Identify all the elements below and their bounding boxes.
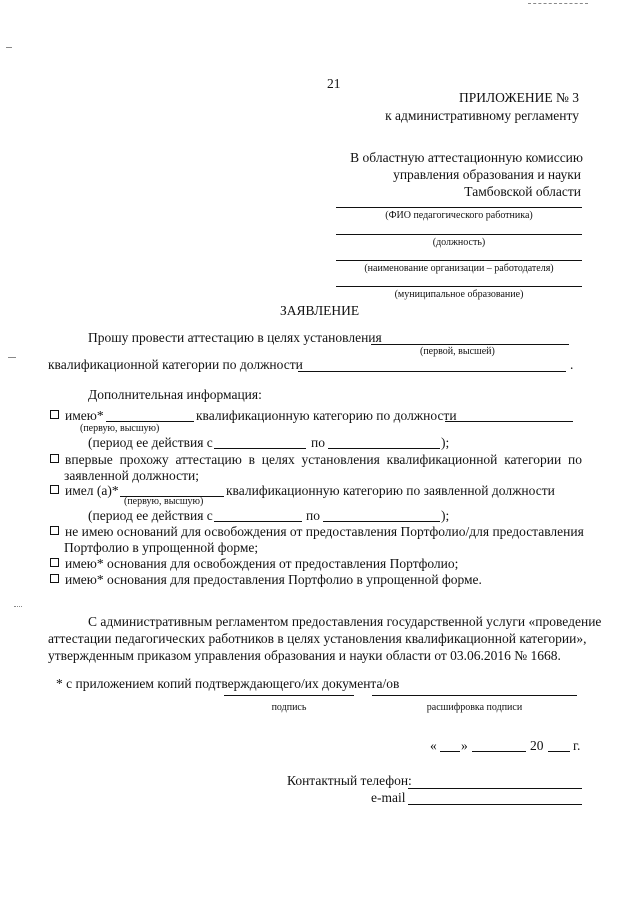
item-3[interactable]: имел (а)* [50,483,119,499]
item-1-period-to: по [311,435,325,450]
checkbox[interactable] [50,485,59,494]
checkbox[interactable] [50,526,59,535]
date-day-blank[interactable] [440,751,460,752]
checkbox[interactable] [50,558,59,567]
org-line [336,260,582,261]
item-2-line-2: заявленной должности; [64,468,199,483]
item-1-period-from: (период ее действия с [88,435,213,450]
item-1[interactable]: имею* [50,408,104,424]
item-3-period-to: по [306,508,320,523]
attachment-note: * с приложением копий подтверждающего/их документа/ов [56,676,400,691]
page-number: 21 [327,76,341,91]
contact-email-blank[interactable] [408,804,582,805]
request-line-2: квалификационной категории по должности [48,357,303,372]
item-1-hint: (первую, высшую) [80,423,160,434]
item-3-from-blank[interactable] [214,521,302,522]
checkbox[interactable] [50,410,59,419]
signature-decode-caption: расшифровка подписи [426,702,523,713]
date-year-prefix: 20 [530,738,544,753]
item-5[interactable]: имею* основания для освобождения от предоставления Портфолио; [50,556,458,572]
date-close-quote: » [461,738,468,753]
item-2-line-1[interactable]: впервые прохожу аттестацию в целях установления квалификационной категории по [50,452,582,468]
item-1-from-blank[interactable] [214,448,306,449]
regulation-line-2: аттестации педагогических работников в целях установления квалификационной категории», [48,631,587,646]
request-line-2-end: . [570,357,574,372]
item-6[interactable]: имею* основания для предоставления Портфолио в упрощенной форме. [50,572,482,588]
scan-mark [8,357,16,358]
request-line-1: Прошу провести аттестацию в целях установления [88,330,382,345]
item-4-line-1[interactable]: не имею оснований для освобождения от предоставления Портфолио/для предоставления [50,524,582,540]
checkbox[interactable] [50,574,59,583]
contact-email-label: e-mail [371,790,406,805]
item-1-to-blank[interactable] [328,448,440,449]
item-1-category-blank[interactable] [106,421,194,422]
municipal-line [336,286,582,287]
checkbox[interactable] [50,454,59,463]
addressee-line-2: управления образования и науки [393,167,581,182]
regulation-line-3: утвержденным приказом управления образования и науки области от 03.06.2016 № 1668. [48,648,561,663]
fio-caption: (ФИО педагогического работника) [385,210,533,221]
municipal-caption: (муниципальное образование) [394,289,524,300]
item-1-text: квалификационную категорию по должности [196,408,457,423]
category-hint: (первой, высшей) [420,346,495,357]
date-month-blank[interactable] [472,751,526,752]
category-blank[interactable] [371,344,569,345]
signature-caption: подпись [271,702,307,713]
item-3-to-blank[interactable] [323,521,440,522]
item-1-period-end: ); [441,435,450,450]
position-caption: (должность) [432,237,486,248]
regulation-line-1: С административным регламентом предоставления государственной услуги «проведение [88,614,602,629]
scan-mark [14,606,22,607]
appendix-title: ПРИЛОЖЕНИЕ № 3 [458,90,579,105]
addressee-line-1: В областную аттестационную комиссию [350,150,583,165]
signature-line[interactable] [224,695,354,696]
fio-line [336,207,582,208]
item-1-position-blank[interactable] [445,421,573,422]
addressee-line-3: Тамбовской области [464,184,581,199]
scan-mark [528,3,588,4]
item-3-period-from: (период ее действия с [88,508,213,523]
item-3-period-end: ); [441,508,450,523]
contact-phone-blank[interactable] [408,788,582,789]
appendix-subtitle: к административному регламенту [385,108,579,123]
document-heading: ЗАЯВЛЕНИЕ [280,303,360,318]
position-line [336,234,582,235]
contact-phone-label: Контактный телефон: [287,773,412,788]
item-4-line-2: Портфолио в упрощенной форме; [64,540,259,555]
additional-title: Дополнительная информация: [88,387,262,402]
position-blank[interactable] [298,371,566,372]
date-open-quote: « [430,738,437,753]
date-year-blank[interactable] [548,751,570,752]
org-caption: (наименование организации – работодателя) [364,263,554,274]
item-3-text: квалификационную категорию по заявленной должности [226,483,555,498]
item-3-hint: (первую, высшую) [124,496,204,507]
scan-mark [6,47,12,48]
date-suffix: г. [573,738,581,753]
signature-decode-line[interactable] [372,695,577,696]
